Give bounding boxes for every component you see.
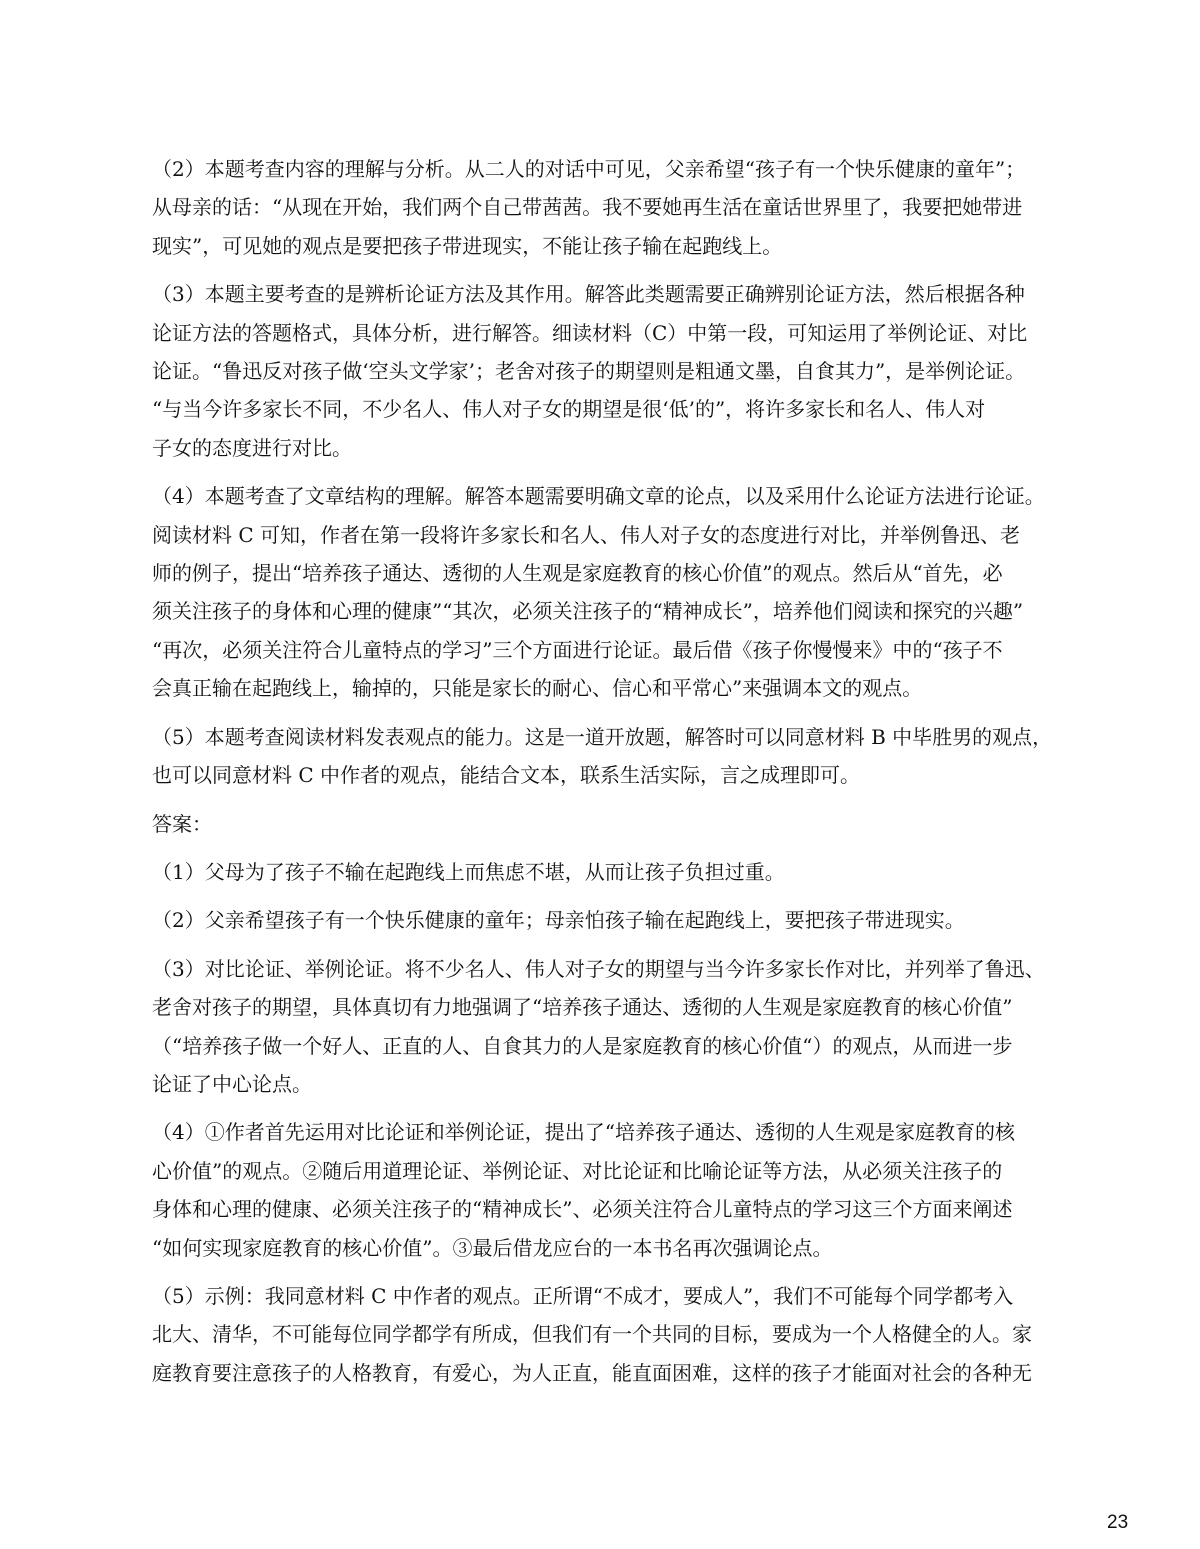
text-line: 论证了中心论点。 (152, 1071, 312, 1096)
text-line: 庭教育要注意孩子的人格教育，有爱心，为人正直，能直面困难，这样的孩子才能面对社会的各种无 (152, 1360, 1032, 1385)
text-line: 论证方法的答题格式，具体分析，进行解答。细读材料（C）中第一段，可知运用了举例论证、对比 (152, 320, 1028, 345)
text-line: 也可以同意材料 C 中作者的观点，能结合文本，联系生活实际，言之成理即可。 (152, 763, 861, 788)
text-line: （1）父母为了孩子不输在起跑线上而焦虑不堪，从而让孩子负担过重。 (152, 859, 785, 884)
answer-item-2 (152, 901, 1077, 939)
analysis-item-3 (152, 275, 1077, 467)
document-body (152, 150, 1077, 1402)
text-line: 北大、清华，不可能每位同学都学有所成，但我们有一个共同的目标，要成为一个人格健全的人。家 (152, 1322, 1032, 1347)
analysis-item-5 (152, 718, 1077, 795)
answer-item-3 (152, 950, 1077, 1104)
text-line: “如何实现家庭教育的核心价值”。③最后借龙应台的一本书名再次强调论点。 (152, 1235, 833, 1260)
text-line: 现实”，可见她的观点是要把孩子带进现实，不能让孩子输在起跑线上。 (152, 233, 783, 258)
text-line: （5）本题考查阅读材料发表观点的能力。这是一道开放题，解答时可以同意材料 B 中毕胜男的观点， (152, 724, 1053, 749)
text-line: “再次，必须关注符合儿童特点的学习”三个方面进行论证。最后借《孩子你慢慢来》中的“孩子不 (152, 637, 1003, 662)
text-line: （4）①作者首先运用对比论证和举例论证，提出了“培养孩子通达、透彻的人生观是家庭教育的核 (152, 1120, 1015, 1145)
analysis-item-4 (152, 477, 1077, 707)
text-line: 子女的态度进行对比。 (152, 435, 352, 460)
text-line: “与当今许多家长不同，不少名人、伟人对子女的期望是很‘低’的”，将许多家长和名人、伟人对 (152, 397, 986, 422)
text-line: 须关注孩子的身体和心理的健康”“其次，必须关注孩子的“精神成长”，培养他们阅读和探究的兴趣” (152, 599, 1024, 624)
text-line: （4）本题考查了文章结构的理解。解答本题需要明确文章的论点，以及采用什么论证方法进行论证。 (152, 484, 1045, 509)
answer-heading: 答案： (152, 811, 212, 836)
text-line: 心价值”的观点。②随后用道理论证、举例论证、对比论证和比喻论证等方法，从必须关注孩子的 (152, 1158, 1003, 1183)
text-line: 论证。“鲁迅反对孩子做‘空头文学家’；老舍对孩子的期望则是粗通文墨，自食其力”，是举例论证。 (152, 359, 1026, 384)
page-number: 23 (1107, 1512, 1129, 1533)
text-line: （2）本题考查内容的理解与分析。从二人的对话中可见，父亲希望“孩子有一个快乐健康的童年”； (152, 157, 1026, 181)
text-line: 从母亲的话：“从现在开始，我们两个自己带茜茜。我不要她再生活在童话世界里了，我要把她带进 (152, 195, 1023, 220)
text-line: 会真正输在起跑线上，输掉的，只能是家长的耐心、信心和平常心”来强调本文的观点。 (152, 676, 923, 701)
text-line: 老舍对孩子的期望，具体真切有力地强调了“培养孩子通达、透彻的人生观是家庭教育的核心价值” (152, 995, 1013, 1020)
text-line: （3）本题主要考查的是辨析论证方法及其作用。解答此类题需要正确辨别论证方法，然后根据各种 (152, 282, 1025, 307)
text-line: （3）对比论证、举例论证。将不少名人、伟人对子女的期望与当今许多家长作对比，并列举了鲁迅、 (152, 956, 1045, 981)
answer-item-5 (152, 1277, 1077, 1392)
answer-item-1 (152, 853, 1077, 891)
answer-item-4 (152, 1113, 1077, 1267)
text-line: 身体和心理的健康、必须关注孩子的“精神成长”、必须关注符合儿童特点的学习这三个方面来阐述 (152, 1197, 1013, 1222)
analysis-item-2 (152, 150, 1077, 265)
text-line: （“培养孩子做一个好人、正直的人、自食其力的人是家庭教育的核心价值“）的观点，从而进一步 (152, 1033, 1013, 1058)
text-line: （5）示例：我同意材料 C 中作者的观点。正所谓“不成才，要成人”，我们不可能每个同学都考入 (152, 1283, 1014, 1308)
text-line: 师的例子，提出“培养孩子通达、透彻的人生观是家庭教育的核心价值”的观点。然后从“首先，必 (152, 561, 1003, 586)
text-line: 阅读材料 C 可知，作者在第一段将许多家长和名人、伟人对子女的态度进行对比，并举例鲁迅、老 (152, 522, 1021, 547)
text-line: （2）父亲希望孩子有一个快乐健康的童年；母亲怕孩子输在起跑线上，要把孩子带进现实。 (152, 908, 965, 933)
